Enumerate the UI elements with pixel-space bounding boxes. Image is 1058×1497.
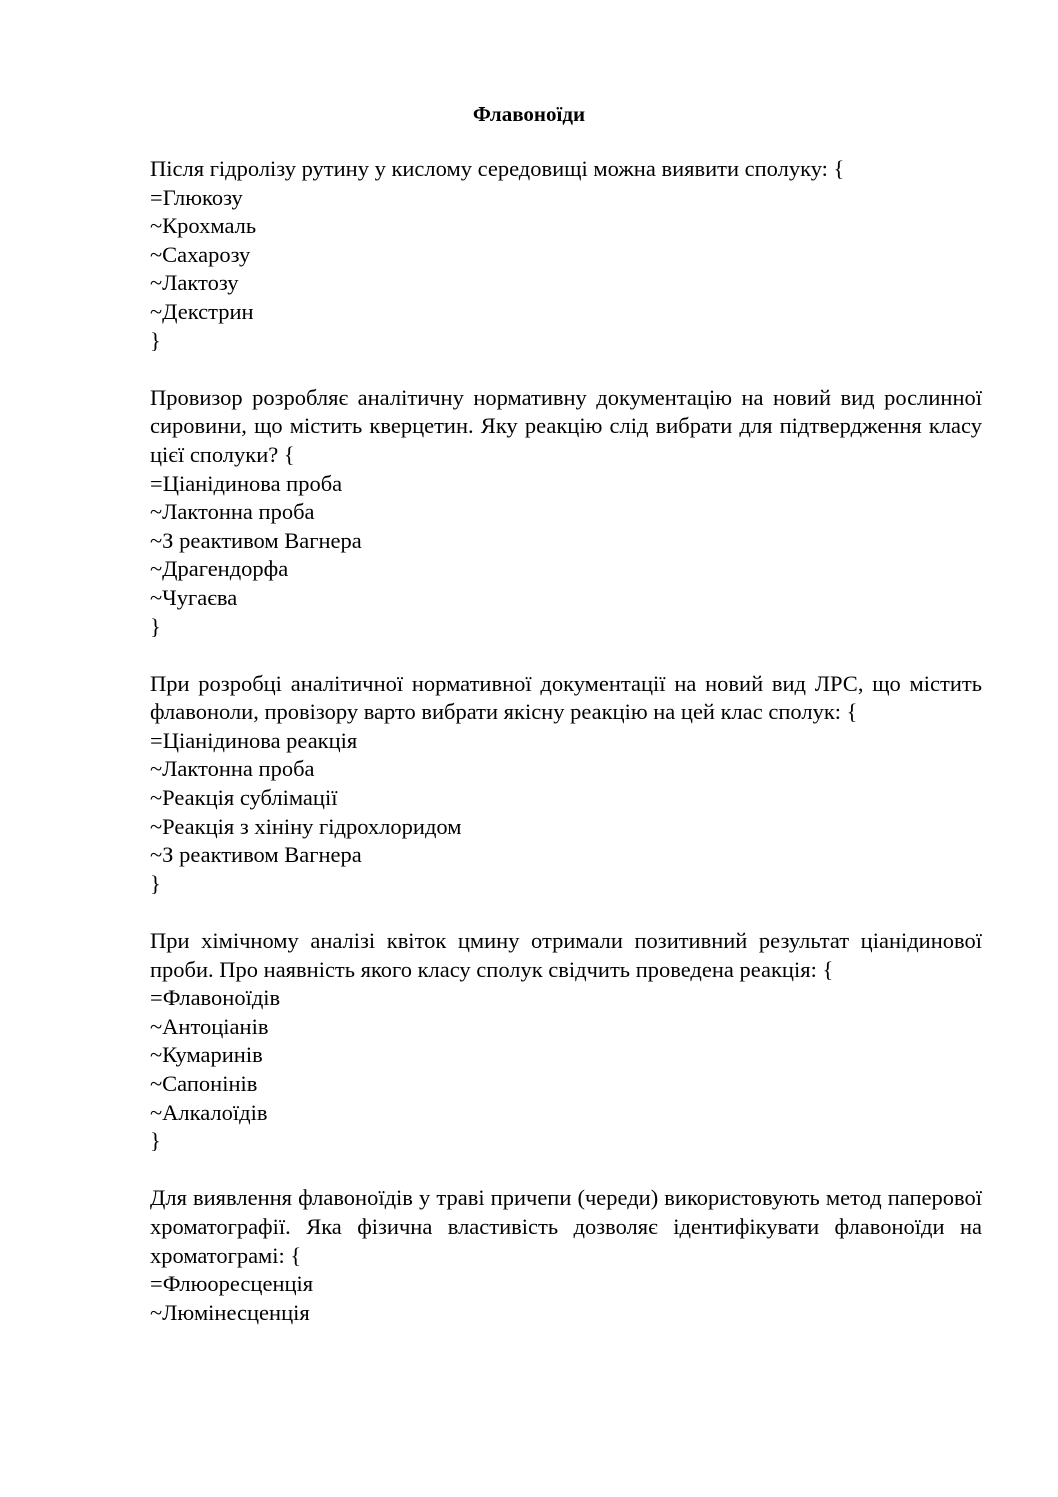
questions-list bbox=[150, 155, 982, 1356]
answer-option: ~Кумаринів bbox=[150, 1042, 263, 1068]
question-5 bbox=[150, 1184, 982, 1327]
answer-option: ~Лактонна проба bbox=[150, 756, 315, 782]
question-1 bbox=[150, 155, 982, 355]
answer-option: ~Лактозу bbox=[150, 270, 239, 296]
answer-option: ~Реакція з хініну гідрохлоридом bbox=[150, 813, 462, 839]
question-4 bbox=[150, 927, 982, 1156]
answer-option: =Ціанідинова реакція bbox=[150, 727, 358, 753]
answer-option: ~Крохмаль bbox=[150, 213, 257, 239]
question-text: При розробці аналітичної нормативної документації на новий вид ЛРС, що містить флавоноли, провізору варто вибрати якісну реакцію на цей клас сполук: { bbox=[150, 670, 982, 725]
closing-brace: } bbox=[150, 1128, 161, 1154]
question-text: Для виявлення флавоноїдів у траві причепи (череди) використовують метод паперової хроматографії. Яка фізична властивість дозволяє ідентифікувати флавоноїди на хроматограмі: { bbox=[150, 1185, 982, 1268]
question-text: При хімічному аналізі квіток цмину отримали позитивний результат ціанідинової проби. Про наявність якого класу сполук свідчить проведена реакція: { bbox=[150, 928, 982, 982]
answer-option: ~Реакція сублімації bbox=[150, 785, 338, 811]
answer-option: ~Чугаєва bbox=[150, 584, 238, 610]
answer-option: ~З реактивом Вагнера bbox=[150, 842, 362, 868]
answer-option: =Ціанідинова проба bbox=[150, 470, 343, 496]
question-2 bbox=[150, 384, 982, 641]
question-3 bbox=[150, 670, 982, 899]
answer-option: ~Сахарозу bbox=[150, 241, 251, 267]
closing-brace: } bbox=[150, 327, 161, 353]
answer-option: ~Лактонна проба bbox=[150, 499, 315, 525]
question-text: Провизор розробляє аналітичну нормативну документацію на новий вид рослинної сировини, що містить кверцетин. Яку реакцію слід вибрати для підтвердження класу цієї сполуки? { bbox=[150, 384, 982, 467]
page-title: Флавоноїди bbox=[472, 102, 586, 126]
answer-option: =Флавоноїдів bbox=[150, 985, 281, 1011]
answer-option: ~Антоціанів bbox=[150, 1013, 269, 1039]
answer-option: ~Алкалоїдів bbox=[150, 1099, 268, 1125]
answer-option: ~Сапонінів bbox=[150, 1071, 258, 1096]
answer-option: ~Декстрин bbox=[150, 298, 254, 324]
answer-option: ~З реактивом Вагнера bbox=[150, 527, 362, 553]
answer-option: ~Люмінесценція bbox=[150, 1299, 310, 1325]
answer-option: =Глюкозу bbox=[150, 184, 243, 210]
answer-option: =Флюоресценція bbox=[150, 1271, 314, 1297]
closing-brace: } bbox=[150, 613, 161, 639]
closing-brace: } bbox=[150, 870, 161, 896]
answer-option: ~Драгендорфа bbox=[150, 556, 289, 582]
question-text: Після гідролізу рутину у кислому середовищі можна виявити сполуку: { bbox=[150, 156, 845, 181]
